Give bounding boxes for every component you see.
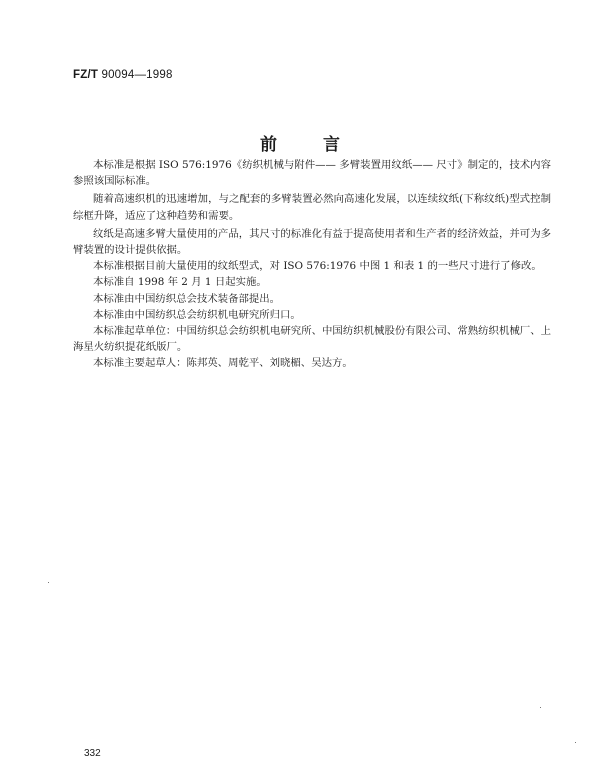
scan-speck: [48, 582, 49, 583]
paragraph: 随着高速织机的迅速增加，与之配套的多臂装置必然向高速化发展，以连续纹纸(下称纹纸)型式控制综框升降，适应了这种趋势和需要。: [73, 193, 551, 222]
paragraph: 本标准主要起草人：陈邦英、周乾平、刘晓楣、吴达方。: [93, 357, 353, 370]
paragraph: 纹纸是高速多臂大量使用的产品，其尺寸的标准化有益于提高使用者和生产者的经济效益，并可为多臂装置的设计提供依据。: [73, 227, 551, 257]
page-title: 前言: [260, 135, 386, 155]
paragraph: 本标准由中国纺织总会技术装备部提出。: [93, 292, 281, 305]
page-number: 332: [84, 748, 101, 759]
standard-number: 90094—1998: [101, 69, 173, 81]
paragraph: 本标准根据目前大量使用的纹纸型式，对 ISO 576:1976 中图 1 和表 1 的一些尺寸进行了修改。: [93, 260, 542, 273]
standard-prefix: FZ/T: [73, 69, 99, 81]
paragraph: 本标准由中国纺织总会纺织机电研究所归口。: [93, 308, 301, 321]
paragraph: 本标准自 1998 年 2 月 1 日起实施。: [93, 276, 267, 289]
paragraph: 本标准起草单位：中国纺织总会纺织机电研究所、中国纺织机械股份有限公司、常熟纺织机械厂、上海星火纺织提花纸版厂。: [73, 325, 551, 354]
scan-speck: [540, 707, 541, 708]
standard-code: [73, 69, 173, 81]
scan-speck: [575, 742, 576, 743]
foreword-body: [73, 157, 551, 372]
paragraph: 本标准是根据 ISO 576:1976《纺织机械与附件—— 多臂装置用纹纸—— 尺寸》制定的，技术内容参照该国际标准。: [73, 159, 551, 188]
